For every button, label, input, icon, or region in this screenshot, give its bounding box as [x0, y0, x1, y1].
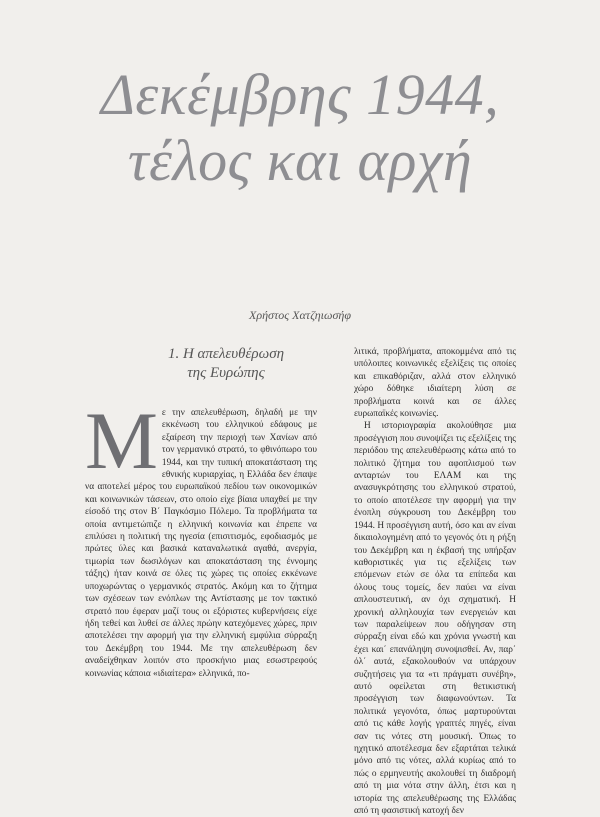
- drop-cap: Μ: [85, 395, 158, 486]
- right-column: [354, 346, 516, 817]
- section-heading: [110, 345, 342, 383]
- article-title: [40, 62, 560, 194]
- left-column: [85, 395, 317, 680]
- author-name: Χρήστος Χατζηιωσήφ: [249, 308, 351, 322]
- title-line-2: τέλος και αρχή: [127, 128, 473, 193]
- opening-paragraph-text: ε την απελευθέρωση, δηλαδή με την εκκένωση του ελληνικού εδάφους με εξαίρεση την περιοχή των Χανίων από τον γερμανικό στρατό, το φθινόπωρο του 1944, και την τυπική αποκατάσταση της εθνικής κυριαρχίας, η Ελλάδα δεν έπαψε να αποτελεί μέρος του ευρωπαϊκού πεδίου των οικονομικών και κοινωνικών τάσεων, στο οποίο είχε βίαια υπαχθεί με την είσοδό της στον Β΄ Παγκόσμιο Πόλεμο. Τα προβλήματα τα οποία αντιμετώπιζε η ελληνική κοινωνία και έπρεπε να επιλύσει η πολιτική της ηγεσία (επισιτισμός, εφοδιασμός με πρώτες ύλες και βασικά καταναλωτικά αγαθά, ανεργία, τιμωρία των δωσιλόγων και αποκατάσταση της έννομης τάξης) ήταν κοινά σε όλες τις χώρες τις οποίες εκκένωνε υποχωρώντας ο γερμανικός στρατός. Ακόμη και το ζήτημα των σχέσεων των ενόπλων της Αντίστασης με τον τακτικό στρατό που έφεραν μαζί τους οι εξόριστες κυβερνήσεις είχε ήδη τεθεί και λυθεί σε άλλες πρώην κατεχόμενες χώρες, πριν αποτελέσει την αφορμή για την ελληνική εμφύλια σύρραξη του Δεκέμβρη του 1944. Με την απελευθέρωση δεν αναδείχθηκαν λοιπόν στο προσκήνιο μιας εσωστρεφούς κοινωνίας κάποια «ιδιαίτερα» ελληνικά, πο-: [85, 408, 317, 679]
- section-heading-line-2: της Ευρώπης: [187, 365, 265, 381]
- right-paragraph-2: Η ιστοριογραφία ακολούθησε μια προσέγγιση που συνοψίζει τις εξελίξεις της περιόδου της απελευθέρωσης κάτω από το πολιτικό ζήτημα του αφοπλισμού των ανταρτών του ΕΛΑΜ και της ανασυγκρότησης του ελληνικού στρατού, το οποίο αποτέλεσε την αφορμή για την ένοπλη σύγκρουση του Δεκέμβρη του 1944. Η προσέγγιση αυτή, όσο και αν είναι δικαιολογημένη από το γεγονός ότι η ρήξη του Δεκέμβρη και η έκβασή της υπήρξαν καθοριστικές για τις εξελίξεις των επόμενων ετών σε όλα τα επίπεδα και όλους τους τομείς, δεν παύει να είναι απλουστευτική, αν όχι σχηματική. Η χρονική αλληλουχία των ενεργειών και των παραλείψεων που οδήγησαν στη σύρραξη είναι εδώ και χρόνια γνωστή και έχει και΄ επανάληψη συνοψισθεί. Αν, παρ΄ όλ΄ αυτά, εξακολουθούν να υπάρχουν συζητήσεις για τα «τι πράγματι συνέβη», αυτό οφείλεται στη θετικιστική προσέγγιση των διαφωνούντων. Τα πολιτικά γεγονότα, όπως μαρτυρούνται από τις κάθε λογής γραπτές πηγές, είναι σαν τις νότες στη μουσική. Όπως το ηχητικό αποτέλεσμα δεν εξαρτάται τελικά μόνο από τις νότες, αλλά κυρίως από το πώς ο ερμηνευτής ακολουθεί τη διαδρομή από τη μια νότα στην άλλη, έτσι και η ιστορία της απελευθέρωσης της Ελλάδας από τη φασιστική κατοχή δεν: [354, 421, 516, 817]
- opening-paragraph: [85, 395, 317, 680]
- right-paragraph-1: λιτικά, προβλήματα, αποκομμένα από τις υπόλοιπες κοινωνικές εξελίξεις τις οποίες και επικαθόριζαν, αλλά στον ελληνικό χώρο δόθηκε ιδιαίτερη λύση σε προβλήματα κοινά και σε άλλες ευρωπαϊκές κοινωνίες.: [354, 347, 516, 420]
- section-heading-line-1: 1. Η απελευθέρωση: [167, 346, 285, 362]
- title-line-1: Δεκέμβρης 1944,: [100, 62, 500, 127]
